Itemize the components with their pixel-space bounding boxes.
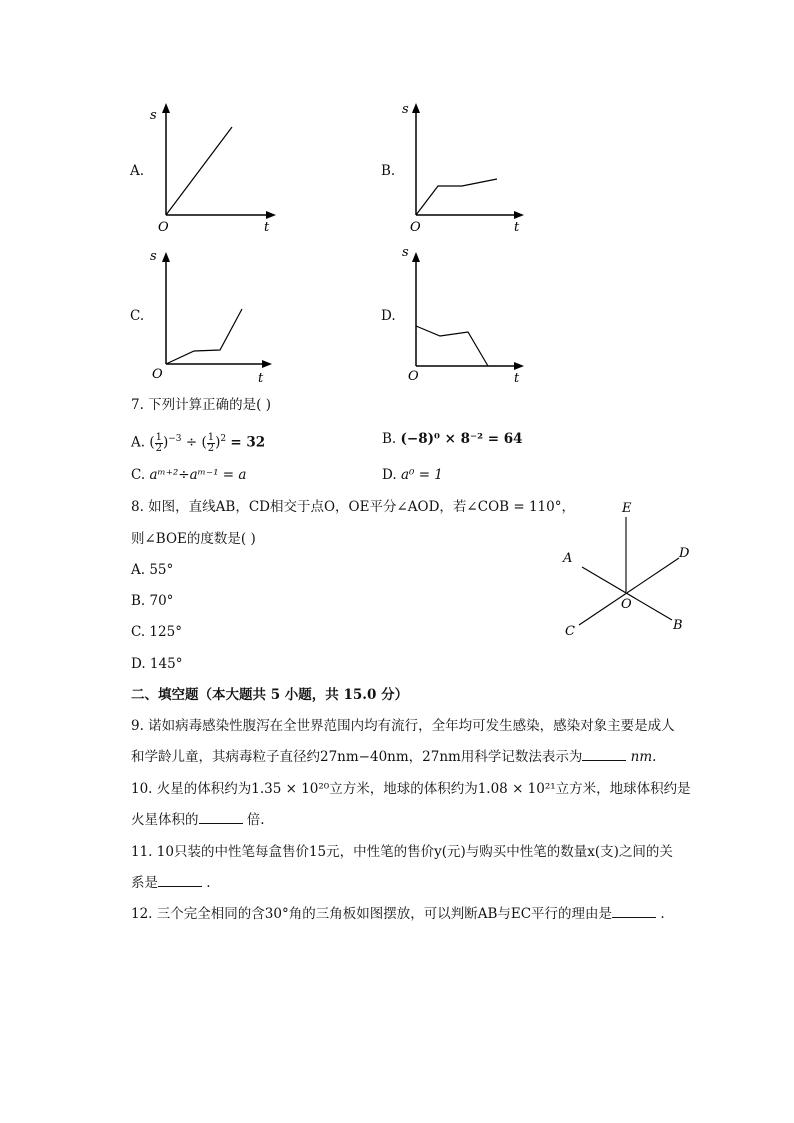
y-axis-label: s <box>150 108 157 123</box>
answer-blank[interactable] <box>612 905 656 918</box>
q12-line: 12. 三个完全相同的含30°角的三角板如图摆放，可以判断AB与EC平行的理由是 . <box>131 906 665 922</box>
y-axis-label: s <box>150 249 157 264</box>
q8-stem-line1: 8. 如图，直线AB，CD相交于点O，OE平分∠AOD，若∠COB = 110°， <box>131 499 575 515</box>
q9-line2: 和学龄儿童，其病毒粒子直径约27nm−40nm，27nm用科学记数法表示为 nm. <box>131 749 657 765</box>
graph-c <box>140 240 290 390</box>
q11-line1: 11. 10只装的中性笔每盒售价15元，中性笔的售价y(元)与购买中性笔的数量x(支)之间的关 <box>131 844 673 860</box>
q8-option-c: C. 125° <box>131 624 182 640</box>
point-b-label: B <box>673 618 683 633</box>
q11-line2: 系是 . <box>131 875 211 891</box>
point-a-label: A <box>563 551 573 566</box>
option-label-a: A. <box>130 163 145 179</box>
origin-label: O <box>158 220 169 235</box>
q9-line1: 9. 诺如病毒感染性腹泻在全世界范围内均有流行，全年均可发生感染，感染对象主要是成人 <box>131 718 675 734</box>
point-o-label: O <box>621 597 632 612</box>
answer-blank[interactable] <box>582 748 626 761</box>
q8-option-b: B. 70° <box>131 593 174 609</box>
point-d-label: D <box>679 546 690 561</box>
x-axis-label: t <box>258 371 264 386</box>
origin-label: O <box>408 369 419 384</box>
x-axis-label: t <box>264 220 270 235</box>
option-label-c: C. <box>130 308 145 324</box>
x-axis-label: t <box>514 371 520 386</box>
q7-option-b: B. (−8)⁰ × 8⁻² = 64 <box>382 431 523 447</box>
q10-line2: 火星体积的 倍. <box>131 812 265 828</box>
point-e-label: E <box>622 501 632 516</box>
q7-option-c: C. aᵐ⁺²÷aᵐ⁻¹ = a <box>131 467 247 483</box>
q8-stem-line2: 则∠BOE的度数是( ) <box>131 531 256 547</box>
section-heading-fill-in: 二、填空题（本大题共 5 小题，共 15.0 分） <box>131 687 409 703</box>
answer-blank[interactable] <box>199 811 243 824</box>
q7-option-d: D. a⁰ = 1 <box>382 467 443 483</box>
origin-label: O <box>410 220 421 235</box>
q8-option-d: D. 145° <box>131 656 183 672</box>
q8-figure <box>555 495 705 645</box>
origin-label: O <box>152 367 163 382</box>
y-axis-label: s <box>402 245 409 260</box>
q7-stem: 7. 下列计算正确的是( ) <box>131 397 271 413</box>
q8-option-a: A. 55° <box>131 562 174 578</box>
graph-b <box>392 95 542 245</box>
graph-a <box>140 95 290 245</box>
q10-line1: 10. 火星的体积约为1.35 × 10²⁰立方米，地球的体积约为1.08 × 10²¹立方米，地球体积约是 <box>131 781 691 797</box>
y-axis-label: s <box>402 102 409 117</box>
q7-option-a: A. ( $\frac{1}{2}$ )$^{-3}$ ÷ ( $\frac{1}{2}$ )$^2$ = 32 <box>131 431 266 454</box>
q7-a-label: A. <box>131 434 146 451</box>
option-label-b: B. <box>381 163 396 179</box>
x-axis-label: t <box>514 220 520 235</box>
answer-blank[interactable] <box>158 874 202 887</box>
point-c-label: C <box>565 624 575 639</box>
option-label-d: D. <box>381 308 396 324</box>
graph-d <box>392 240 542 390</box>
